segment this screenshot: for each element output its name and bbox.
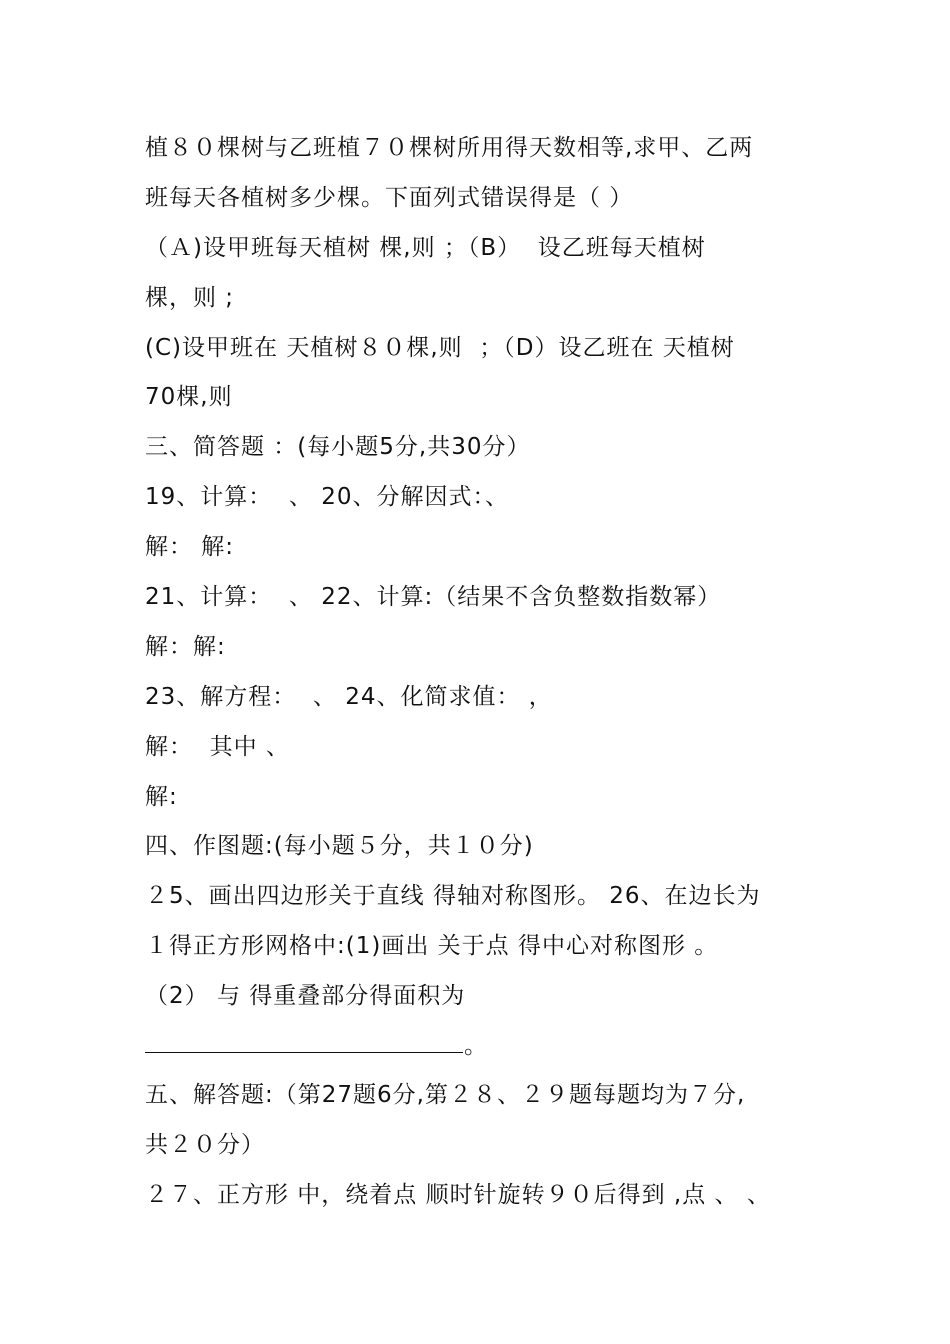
question-23-24: 23、解方程： 、 24、化简求值： ， — [145, 684, 553, 710]
question-26-part-2: （2） 与 得重叠部分得面积为 — [145, 983, 466, 1009]
answer-line-4: 解: — [145, 784, 178, 810]
section-heading-4: 四、作图题:(每小题５分，共１０分) — [145, 833, 534, 859]
question-25-26: ２5、画出四边形关于直线 得轴对称图形。 26、在边长为 — [145, 883, 761, 909]
answer-line-3: 解： 其中 、 — [145, 734, 290, 760]
section-heading-5: 五、解答题:（第27题6分,第２８、２９题每题均为７分, — [145, 1082, 746, 1108]
answer-line-2: 解：解: — [145, 634, 226, 660]
text-line-5: (C)设甲班在 天植树８０棵,则 ；（D）设乙班在 天植树 — [145, 335, 735, 361]
blank-period: 。 — [464, 1033, 487, 1059]
answer-blank-line — [145, 1052, 463, 1053]
text-line-1: 植８０棵树与乙班植７０棵树所用得天数相等,求甲、乙两 — [145, 135, 754, 161]
answer-line-1: 解： 解: — [145, 534, 235, 560]
question-26-part-1: １得正方形网格中:(1)画出 关于点 得中心对称图形 。 — [145, 933, 719, 959]
text-line-6: 70棵,则 — [145, 384, 233, 410]
text-line-2: 班每天各植树多少棵。下面列式错误得是（ ） — [145, 185, 634, 211]
question-21-22: 21、计算： 、 22、计算:（结果不含负整数指数幂） — [145, 584, 722, 610]
text-line-4: 棵，则 ; — [145, 285, 235, 311]
question-19-20: 19、计算： 、 20、分解因式：、 — [145, 484, 509, 510]
section-5-total: 共２０分） — [145, 1132, 265, 1158]
text-line-3: （Ａ)设甲班每天植树 棵,则 ；（B） 设乙班每天植树 — [145, 235, 706, 261]
section-heading-3: 三、简答题 ：(每小题5分,共30分） — [145, 434, 531, 460]
question-27: ２７、正方形 中，绕着点 顺时针旋转９０后得到 ,点 、 、 — [145, 1182, 771, 1208]
